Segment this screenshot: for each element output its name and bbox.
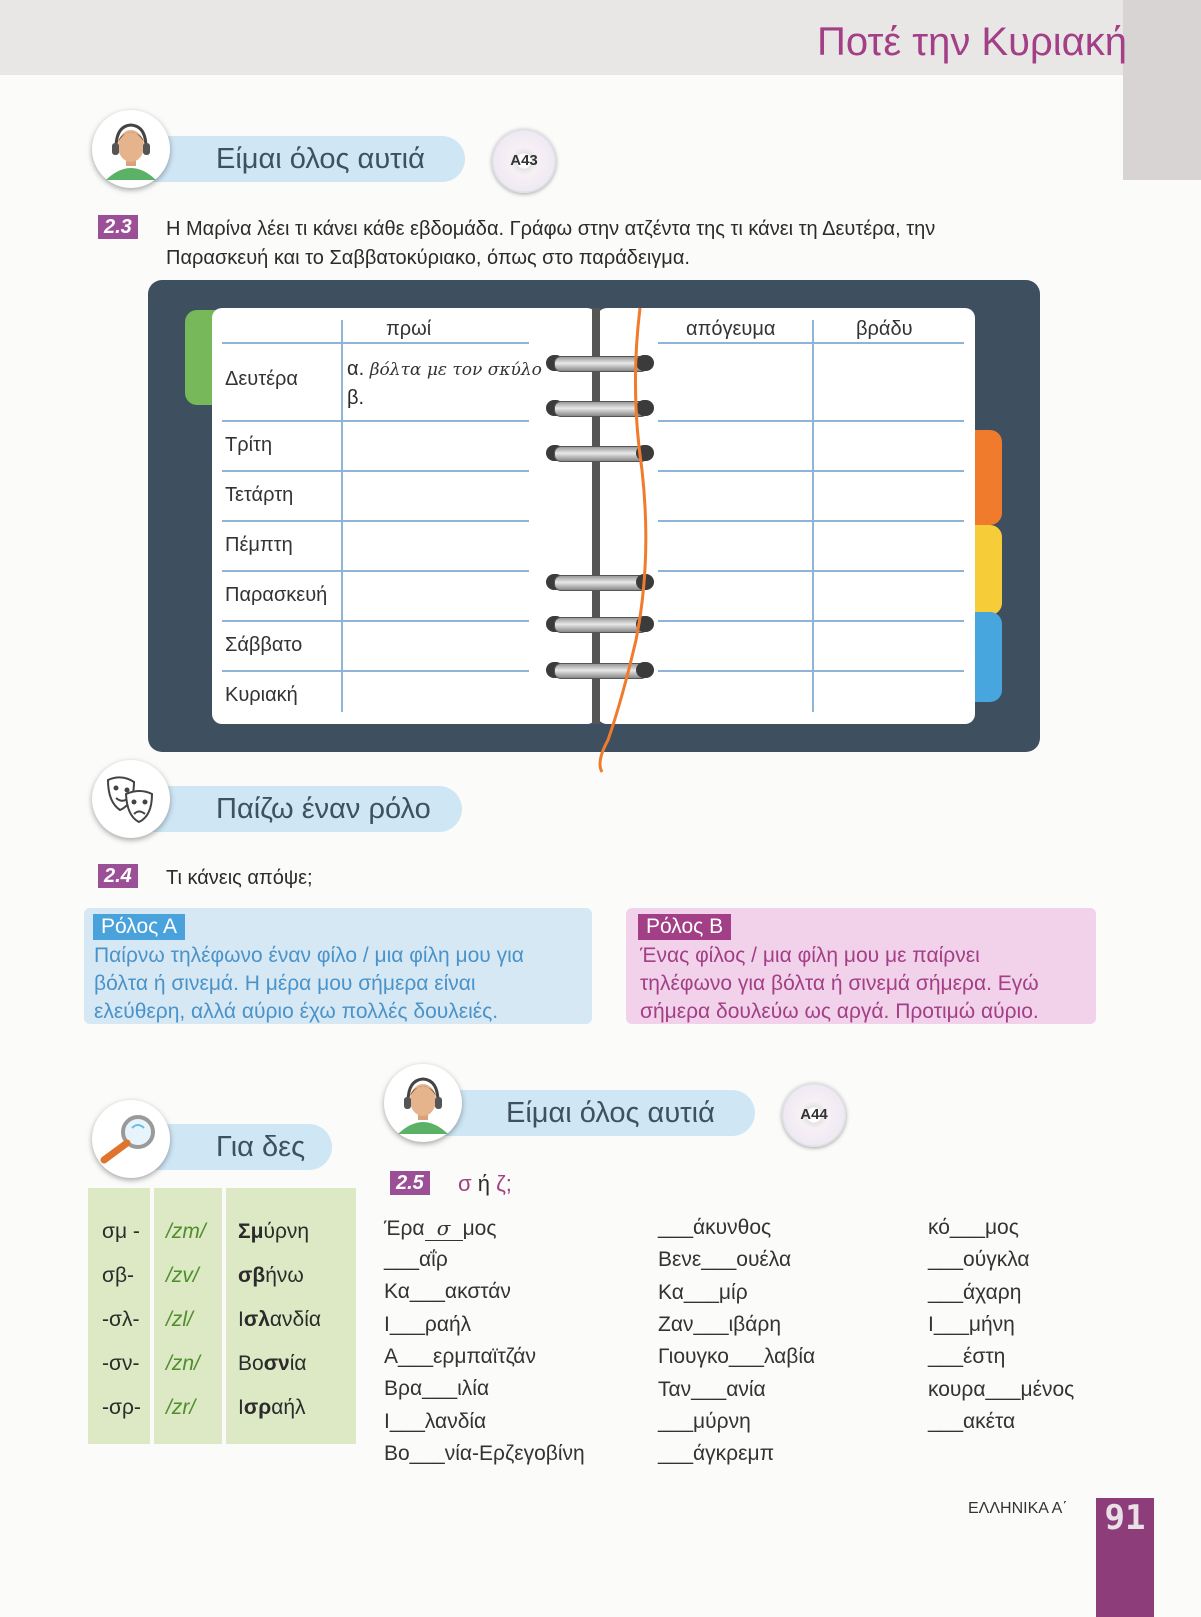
fill-in-word: Κα___μίρ	[658, 1280, 748, 1304]
fill-in-word: κό___μος	[928, 1216, 1019, 1239]
planner-line	[658, 620, 964, 622]
planner-right-page	[597, 308, 975, 724]
lookup-cluster: σμ -	[102, 1220, 140, 1243]
column-afternoon: απόγευμα	[686, 318, 776, 340]
book-label: ΕΛΛΗΝΙΚΑ Α΄	[968, 1500, 1068, 1517]
role-b-line-1: Ένας φίλος / μια φίλη μου με παίρνει	[640, 944, 980, 967]
lookup-word	[238, 1308, 321, 1332]
lookup-word-end: ύρνη	[263, 1220, 310, 1243]
planner-line	[658, 520, 964, 522]
exercise-instruction-line-1: Η Μαρίνα λέει τι κάνει κάθε εβδομάδα. Γράφω στην ατζέντα της τι κάνει τη Δευτέρα, την	[166, 218, 936, 240]
exercise-instruction-line-2: Παρασκευή και το Σαββατοκύριακο, όπως στο παράδειγμα.	[166, 247, 690, 269]
fill-in-word: Α___ερμπαϊτζάν	[384, 1344, 536, 1368]
day-monday: Δευτέρα	[225, 368, 298, 390]
lookup-cluster: -σλ-	[102, 1308, 140, 1331]
lookup-word-cluster: Σμ	[238, 1220, 264, 1243]
lookup-word	[238, 1396, 306, 1420]
exercise-number: 2.3	[98, 215, 138, 239]
theater-masks-icon	[92, 760, 170, 838]
role-b-line-3: σήμερα δουλεύω ως αργά. Προτιμώ αύριο.	[640, 1000, 1039, 1023]
day-wednesday: Τετάρτη	[225, 484, 294, 506]
planner-column-divider	[341, 320, 343, 712]
lookup-sound: /zr/	[166, 1396, 196, 1419]
headphones-person-icon	[384, 1064, 462, 1142]
lookup-word-end: ία	[289, 1352, 307, 1375]
role-a-label: Ρόλος Α	[93, 914, 185, 940]
planner-column-divider	[812, 320, 814, 712]
exercise-instruction	[458, 1171, 512, 1197]
example-word-start: Έρα	[384, 1217, 425, 1240]
section-title-listening-1: Είμαι όλος αυτιά	[120, 136, 465, 182]
lookup-sound: /zv/	[166, 1264, 199, 1287]
role-a-text	[94, 942, 524, 1026]
lookup-word-end: αήλ	[271, 1396, 306, 1419]
lookup-word	[238, 1220, 309, 1244]
lookup-cluster: -σν-	[102, 1352, 140, 1375]
planner-line	[658, 570, 964, 572]
fill-in-word: Κα___ακστάν	[384, 1280, 511, 1304]
monday-entry-a	[347, 358, 542, 381]
fill-in-word: κουρα___μένος	[928, 1377, 1075, 1401]
role-a-line-1: Παίρνω τηλέφωνο έναν φίλο / μια φίλη μου για	[94, 944, 524, 967]
lookup-word-start: Βο	[238, 1352, 264, 1375]
section-title-look: Για δες	[120, 1124, 332, 1170]
exercise-number-2-5	[390, 1172, 430, 1195]
planner-line	[658, 670, 964, 672]
fill-in-word: Ι___μήνη	[928, 1312, 1015, 1336]
planner-line	[222, 570, 529, 572]
lookup-word-end: ήνω	[265, 1264, 304, 1287]
page-number: 91	[1104, 1498, 1146, 1538]
planner-line	[658, 470, 964, 472]
planner-line	[222, 520, 529, 522]
monday-entry-b: β.	[347, 387, 365, 409]
exercise-number: 2.5	[390, 1171, 430, 1195]
listener-avatar-1	[92, 110, 170, 188]
audio-track-label: A44	[800, 1106, 828, 1123]
magnifying-glass-icon	[92, 1100, 170, 1178]
column-evening: βράδυ	[856, 318, 913, 340]
fill-in-word: ___αΐρ	[384, 1248, 448, 1271]
lookup-word-end: ανδία	[269, 1308, 322, 1331]
role-a-line-2: βόλτα ή σινεμά. Η μέρα μου σήμερα είναι	[94, 972, 476, 995]
planner-line	[222, 420, 529, 422]
bookmark-ribbon	[590, 300, 650, 775]
fill-in-word: ___άγκρεμπ	[658, 1442, 775, 1466]
planner-line	[658, 420, 964, 422]
fill-in-word: ___ακέτα	[928, 1409, 1016, 1433]
lookup-cluster: -σρ-	[102, 1396, 141, 1419]
audio-cd-a43[interactable]	[492, 129, 556, 193]
planner-line	[222, 470, 529, 472]
role-b-label: Ρόλος Β	[638, 914, 731, 940]
fill-in-word: Βο___νία-Ερζεγοβίνη	[384, 1441, 585, 1465]
example-filled-blank: σ	[425, 1216, 463, 1241]
column-morning: πρωί	[386, 318, 432, 340]
lookup-cluster: σβ-	[102, 1264, 135, 1287]
day-friday: Παρασκευή	[225, 584, 328, 606]
fill-in-word: Βενε___ουέλα	[658, 1248, 792, 1272]
day-sunday: Κυριακή	[225, 684, 298, 706]
look-badge	[92, 1100, 170, 1178]
lookup-word-start: Ι	[238, 1396, 244, 1419]
role-b-text	[640, 942, 1039, 1026]
headphones-person-icon	[92, 110, 170, 188]
audio-track-label: A43	[510, 152, 538, 169]
lookup-word-cluster: σλ	[243, 1308, 270, 1331]
lookup-word-cluster: σν	[263, 1352, 290, 1375]
lookup-word-cluster: σρ	[243, 1396, 272, 1419]
lookup-word-cluster: σβ	[238, 1264, 266, 1287]
lookup-word	[238, 1264, 304, 1288]
lookup-sound: /zl/	[166, 1308, 193, 1331]
planner-line	[222, 620, 529, 622]
role-b-line-2: τηλέφωνο για βόλτα ή σινεμά σήμερα. Εγώ	[640, 972, 1039, 995]
planner-line	[658, 342, 964, 344]
audio-cd-a44[interactable]	[782, 1083, 846, 1147]
entry-label-a: α.	[347, 358, 365, 380]
listener-avatar-2	[384, 1064, 462, 1142]
lookup-word-start: Ι	[238, 1308, 244, 1331]
roleplay-badge	[92, 760, 170, 838]
fill-in-word: ___ούγκλα	[928, 1248, 1030, 1272]
lookup-sound: /zn/	[166, 1352, 200, 1375]
fill-in-word: Ι___λανδία	[384, 1409, 487, 1433]
fill-in-word: ___άχαρη	[928, 1280, 1022, 1304]
fill-in-word: Ταν___ανία	[658, 1377, 766, 1401]
word-or: ή	[477, 1171, 490, 1196]
handwritten-answer: βόλτα με τον σκύλο	[369, 360, 542, 380]
section-title-roleplay: Παίζω έναν ρόλο	[120, 786, 462, 832]
lookup-word	[238, 1352, 307, 1376]
header-side-band	[1123, 0, 1201, 180]
fill-in-word: ___έστη	[928, 1345, 1006, 1369]
letter-s: σ	[458, 1171, 472, 1196]
day-thursday: Πέμπτη	[225, 534, 293, 556]
planner-line	[222, 670, 529, 672]
planner-line	[222, 342, 529, 344]
fill-in-word: ___άκυνθος	[658, 1216, 772, 1239]
fill-in-word: Γιουγκο___λαβία	[658, 1345, 816, 1369]
chapter-title: Ποτέ την Κυριακή	[816, 20, 1127, 64]
fill-in-word: Βρα___ιλία	[384, 1377, 490, 1401]
fill-in-word: Ζαν___ιβάρη	[658, 1312, 782, 1336]
day-saturday: Σάββατο	[225, 634, 303, 656]
example-word	[384, 1216, 496, 1241]
fill-in-word: Ι___ραήλ	[384, 1312, 472, 1336]
example-word-end: μος	[462, 1217, 497, 1240]
section-title-listening-2: Είμαι όλος αυτιά	[410, 1090, 755, 1136]
lookup-sound: /zm/	[166, 1220, 206, 1243]
exercise-instruction: Τι κάνεις απόψε;	[166, 867, 313, 889]
day-tuesday: Τρίτη	[225, 434, 273, 456]
exercise-number-2-3	[98, 216, 138, 239]
role-a-line-3: ελεύθερη, αλλά αύριο έχω πολλές δουλειές.	[94, 1000, 499, 1023]
exercise-number-2-4	[98, 865, 138, 888]
exercise-number: 2.4	[98, 864, 138, 888]
letter-z: ζ;	[496, 1171, 512, 1196]
fill-in-word: ___μύρνη	[658, 1409, 751, 1433]
